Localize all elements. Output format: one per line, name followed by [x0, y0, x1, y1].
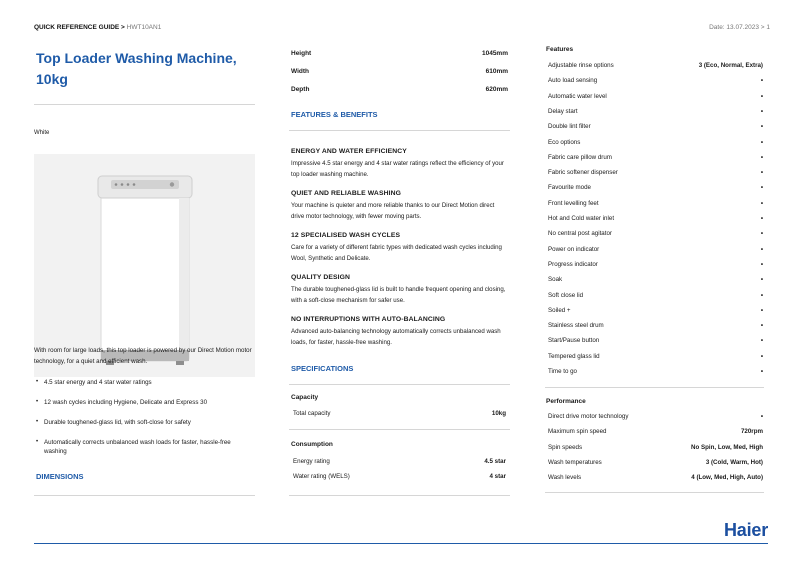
feature-label: Front levelling feet — [548, 199, 599, 207]
page-separator: > — [760, 24, 765, 31]
feature-value: • — [760, 368, 763, 375]
feature-value: • — [760, 138, 763, 146]
feature-value: 3 (Cold, Warm, Hot) — [705, 458, 763, 466]
feature-label: Maximum spin speed — [548, 428, 607, 436]
date-label: Date: 13.07.2023 — [709, 24, 759, 31]
feature-row — [548, 93, 763, 103]
list-item: • Automatically corrects unbalanced wash loads for faster, hassle-free washing — [34, 438, 255, 456]
feature-value: • — [760, 352, 763, 360]
breadcrumb — [34, 24, 161, 31]
feature-value: • — [760, 306, 763, 314]
title-line-2: 10kg — [36, 71, 68, 87]
capacity-group-label: Capacity — [291, 394, 319, 401]
spec-row — [293, 473, 506, 483]
feature-label: Fabric care pillow drum — [548, 153, 612, 161]
page-number: 1 — [766, 24, 770, 31]
feature-row — [548, 337, 763, 347]
feature-value: • — [760, 107, 763, 115]
dimension-value: 1045mm — [481, 50, 508, 57]
title-line-1: Top Loader Washing Machine, — [36, 50, 237, 66]
divider — [289, 429, 510, 430]
feature-value: • — [760, 291, 763, 299]
product-intro: With room for large loads, this top loader is powered by our Direct Motion motor technology, for a quiet and efficient wash. — [34, 347, 252, 365]
feature-value: • — [760, 153, 763, 161]
specifications-heading: SPECIFICATIONS — [291, 364, 354, 373]
feature-row — [548, 154, 763, 164]
feature-row — [548, 474, 763, 484]
guide-label: QUICK REFERENCE GUIDE — [34, 24, 120, 31]
feature-label: Automatic water level — [548, 92, 607, 100]
feature-label: Auto load sensing — [548, 77, 598, 85]
list-item: • Durable toughened-glass lid, with soft-close for safety — [34, 418, 255, 427]
divider — [545, 387, 764, 388]
divider — [289, 130, 510, 131]
feature-label: Stainless steel drum — [548, 322, 604, 330]
feature-value: • — [760, 169, 763, 177]
spec-label: Total capacity — [293, 410, 331, 417]
feature-value: • — [760, 184, 763, 192]
feature-value: No Spin, Low, Med, High — [691, 443, 763, 451]
feature-title: 12 SPECIALISED WASH CYCLES — [291, 232, 401, 239]
feature-row — [548, 215, 763, 225]
product-image — [34, 154, 255, 377]
feature-label: Start/Pause button — [548, 337, 600, 345]
feature-value: • — [760, 276, 763, 284]
feature-value: • — [760, 230, 763, 238]
feature-value: • — [760, 413, 763, 420]
feature-row — [548, 169, 763, 179]
feature-label: Soiled + — [548, 306, 571, 314]
divider — [289, 384, 510, 385]
key-features-list — [34, 378, 255, 467]
feature-value: • — [760, 92, 763, 100]
feature-row — [548, 322, 763, 332]
features-benefits-heading: FEATURES & BENEFITS — [291, 110, 378, 119]
dimension-label: Height — [291, 50, 312, 57]
feature-body: Impressive 4.5 star energy and 4 star water ratings reflect the efficiency of your top loader washing machine. — [291, 160, 504, 178]
model-number: HWT10AN1 — [126, 24, 162, 31]
feature-value: • — [760, 215, 763, 222]
feature-body: Advanced auto-balancing technology automatically corrects unbalanced wash loads, for faster, hassle-free washing. — [291, 328, 501, 346]
feature-body: Care for a variety of different fabric types with dedicated wash cycles including Wool, Synthetic and Delicate. — [291, 244, 502, 262]
feature-row — [548, 184, 763, 194]
spec-row — [293, 410, 506, 420]
feature-label: Tempered glass lid — [548, 352, 600, 360]
feature-label: Adjustable rinse options — [548, 62, 614, 69]
feature-row — [548, 368, 763, 378]
divider — [289, 495, 510, 496]
feature-block — [291, 147, 508, 180]
dimension-label: Depth — [291, 86, 310, 93]
feature-label: Fabric softener dispenser — [548, 169, 618, 177]
spec-value: 4 star — [489, 473, 506, 480]
feature-value: • — [760, 322, 763, 330]
feature-row — [548, 77, 763, 87]
dimensions-heading: DIMENSIONS — [36, 472, 84, 481]
product-title — [36, 48, 255, 90]
feature-body: Your machine is quieter and more reliable thanks to our Direct Motion direct drive motor technology, with fewer moving parts. — [291, 202, 495, 220]
feature-value: • — [760, 199, 763, 207]
feature-row — [548, 139, 763, 149]
feature-row — [548, 62, 763, 72]
feature-block — [291, 231, 508, 264]
feature-row — [548, 428, 763, 438]
feature-block — [291, 189, 508, 222]
feature-label: Time to go — [548, 368, 578, 375]
feature-label: Soft close lid — [548, 291, 584, 299]
feature-row — [548, 123, 763, 133]
feature-value: • — [760, 337, 763, 345]
feature-value: 3 (Eco, Normal, Extra) — [698, 62, 763, 69]
spec-value: 10kg — [491, 410, 506, 417]
feature-row — [548, 276, 763, 286]
consumption-group-label: Consumption — [291, 441, 333, 448]
feature-row — [548, 353, 763, 363]
feature-block — [291, 315, 508, 348]
feature-title: NO INTERRUPTIONS WITH AUTO-BALANCING — [291, 316, 446, 323]
feature-title: QUIET AND RELIABLE WASHING — [291, 190, 401, 197]
feature-body: The durable toughened-glass lid is built to handle frequent opening and closing, with a soft-close mechanism for safer use. — [291, 286, 506, 304]
feature-label: Direct drive motor technology — [548, 413, 629, 420]
feature-row — [548, 307, 763, 317]
feature-row — [548, 230, 763, 240]
list-item: • 4.5 star energy and 4 star water ratings — [34, 378, 255, 387]
feature-label: Favourite mode — [548, 184, 591, 192]
feature-label: Eco options — [548, 138, 581, 146]
haier-logo: Haier — [723, 520, 768, 540]
feature-row — [548, 200, 763, 210]
feature-label: Wash temperatures — [548, 458, 602, 466]
colour-label: White — [34, 130, 50, 136]
feature-block — [291, 273, 508, 306]
feature-label: Hot and Cold water inlet — [548, 215, 615, 222]
feature-label: No central post agitator — [548, 230, 612, 238]
spec-value: 4.5 star — [484, 458, 506, 465]
feature-label: Power on indicator — [548, 245, 600, 253]
feature-row — [548, 444, 763, 454]
divider — [545, 492, 764, 493]
spec-row — [293, 458, 506, 468]
product-column — [34, 48, 255, 481]
feature-label: Delay start — [548, 107, 578, 115]
feature-row — [548, 108, 763, 118]
footer-divider — [34, 543, 768, 544]
feature-label: Progress indicator — [548, 260, 598, 268]
feature-value: • — [760, 260, 763, 268]
feature-value: 4 (Low, Med, High, Auto) — [691, 474, 763, 482]
dimension-label: Width — [291, 68, 309, 75]
divider — [34, 104, 255, 105]
spec-label: Energy rating — [293, 458, 330, 465]
washing-machine-illustration — [34, 154, 255, 377]
spec-label: Water rating (WELS) — [293, 473, 350, 480]
feature-row — [548, 261, 763, 271]
dimension-value: 620mm — [485, 86, 508, 93]
feature-row — [548, 246, 763, 256]
feature-label: Double lint filter — [548, 123, 591, 131]
feature-value: • — [760, 245, 763, 253]
feature-row — [548, 413, 763, 423]
dimension-row-width — [291, 68, 508, 78]
feature-row — [548, 459, 763, 469]
performance-heading: Performance — [546, 398, 586, 405]
feature-value: • — [760, 77, 763, 85]
feature-row — [548, 292, 763, 302]
header-bar — [34, 24, 770, 36]
dimension-row-depth — [291, 86, 508, 96]
features-heading: Features — [546, 46, 574, 53]
divider — [34, 495, 255, 496]
feature-value: • — [760, 123, 763, 131]
feature-label: Wash levels — [548, 474, 582, 482]
feature-label: Soak — [548, 276, 563, 284]
feature-value: 720rpm — [740, 428, 763, 436]
feature-label: Spin speeds — [548, 443, 583, 451]
list-item: • 12 wash cycles including Hygiene, Delicate and Express 30 — [34, 398, 255, 407]
date-page — [709, 24, 770, 31]
breadcrumb-separator: > — [121, 24, 125, 31]
feature-title: QUALITY DESIGN — [291, 274, 351, 281]
dimension-row-height — [291, 50, 508, 60]
feature-title: ENERGY AND WATER EFFICIENCY — [291, 148, 407, 155]
dimension-value: 610mm — [485, 68, 508, 75]
